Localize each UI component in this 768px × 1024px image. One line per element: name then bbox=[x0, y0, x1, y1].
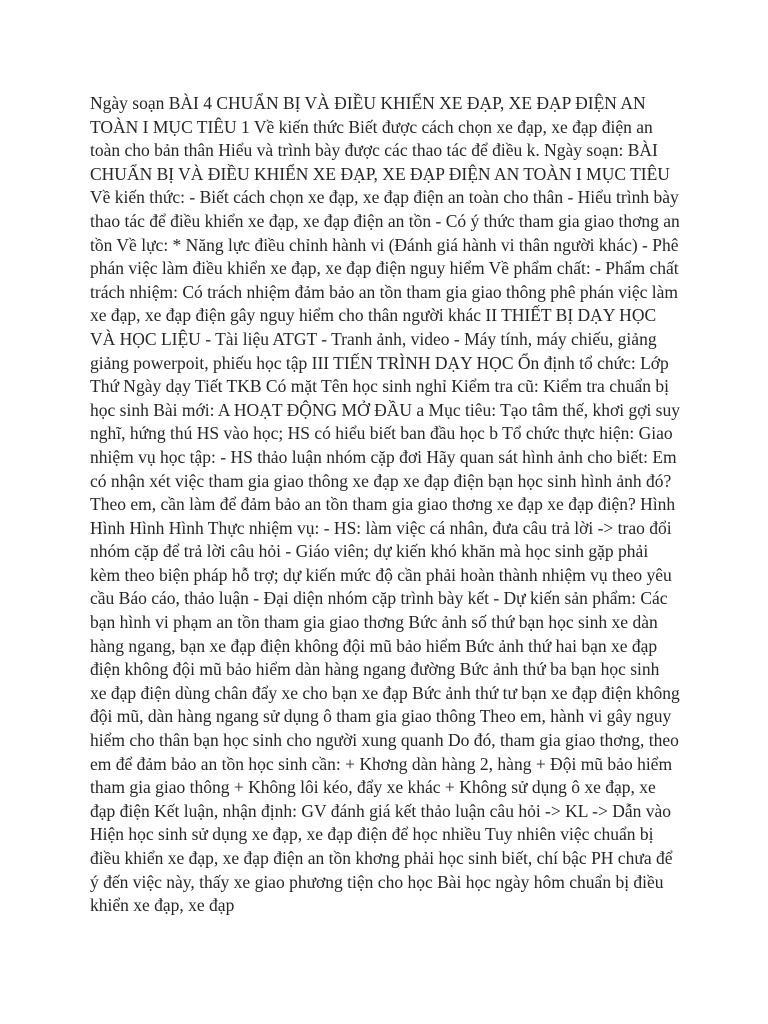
document-body-text: Ngày soạn BÀI 4 CHUẨN BỊ VÀ ĐIỀU KHIỂN XE ĐẠP, XE ĐẠP ĐIỆN AN TOÀN I MỤC TIÊU 1 Về kiến thức Biết được cách chọn xe đạp, xe đạp điện an toàn cho bản thân Hiểu và trình bày được các thao tác để điều k. Ngày soạn: BÀI CHUẨN BỊ VÀ ĐIỀU KHIỂN XE ĐẠP, XE ĐẠP ĐIỆN AN TOÀN I MỤC TIÊU Về kiến thức: - Biết cách chọn xe đạp, xe đạp điện an toàn cho thân - Hiểu trình bày thao tác để điều khiển xe đạp, xe đạp điện an tồn - Có ý thức tham gia giao thơng an tồn Về lực: * Năng lực điều chỉnh hành vi (Đánh giá hành vi thân người khác) - Phê phán việc làm điều khiển xe đạp, xe đạp điện nguy hiểm Về phẩm chất: - Phẩm chất trách nhiệm: Có trách nhiệm đảm bảo an tồn tham gia giao thông phê phán việc làm xe đạp, xe đạp điện gây nguy hiểm cho thân người khác II THIẾT BỊ DẠY HỌC VÀ HỌC LIỆU - Tài liệu ATGT - Tranh ảnh, video - Máy tính, máy chiếu, giảng giảng powerpoit, phiếu học tập III TIẾN TRÌNH DẠY HỌC Ổn định tổ chức: Lớp Thứ Ngày dạy Tiết TKB Có mặt Tên học sinh nghỉ Kiểm tra cũ: Kiểm tra chuẩn bị học sinh Bài mới: A HOẠT ĐỘNG MỞ ĐẦU a Mục tiêu: Tạo tâm thế, khơi gợi suy nghĩ, hứng thú HS vào học; HS có hiểu biết ban đầu học b Tổ chức thực hiện: Giao nhiệm vụ học tập: - HS thảo luận nhóm cặp đơi Hãy quan sát hình ảnh cho biết: Em có nhận xét việc tham gia giao thông xe đạp xe đạp điện bạn học sinh hình ảnh đó? Theo em, cần làm để đảm bảo an tồn tham gia giao thơng xe đạp xe đạp điện? Hình Hình Hình Hình Thực nhiệm vụ: - HS: làm việc cá nhân, đưa câu trả lời -> trao đổi nhóm cặp để trả lời câu hỏi - Giáo viên; dự kiến khó khăn mà học sinh gặp phải kèm theo biện pháp hỗ trợ; dự kiến mức độ cần phải hoàn thành nhiệm vụ theo yêu cầu Báo cáo, thảo luận - Đại diện nhóm cặp trình bày kết - Dự kiến sản phẩm: Các bạn hình vi phạm an tồn tham gia giao thơng Bức ảnh số thứ bạn học sinh xe dàn hàng ngang, bạn xe đạp điện không đội mũ bảo hiểm Bức ảnh thứ hai bạn xe đạp điện không đội mũ bảo hiểm dàn hàng ngang đường Bức ảnh thứ ba bạn học sinh xe đạp điện dùng chân đẩy xe cho bạn xe đạp Bức ảnh thứ tư bạn xe đạp điện không đội mũ, dàn hàng ngang sử dụng ô tham gia giao thông Theo em, hành vi gây nguy hiểm cho thân bạn học sinh cho người xung quanh Do đó, tham gia giao thơng, theo em để đảm bảo an tồn học sinh cần: + Khơng dàn hàng 2, hàng + Đội mũ bảo hiểm tham gia giao thông + Không lôi kéo, đẩy xe khác + Không sử dụng ô xe đạp, xe đạp điện Kết luận, nhận định: GV đánh giá kết thảo luận câu hỏi -> KL -> Dẫn vào Hiện học sinh sử dụng xe đạp, xe đạp điện để học nhiều Tuy nhiên việc chuẩn bị điều khiển xe đạp, xe đạp điện an tồn khơng phải học sinh biết, chí bậc PH chưa để ý đến việc này, thấy xe giao phương tiện cho học Bài học ngày hôm chuẩn bị điều khiển xe đạp, xe đạp bbox=[90, 93, 680, 916]
